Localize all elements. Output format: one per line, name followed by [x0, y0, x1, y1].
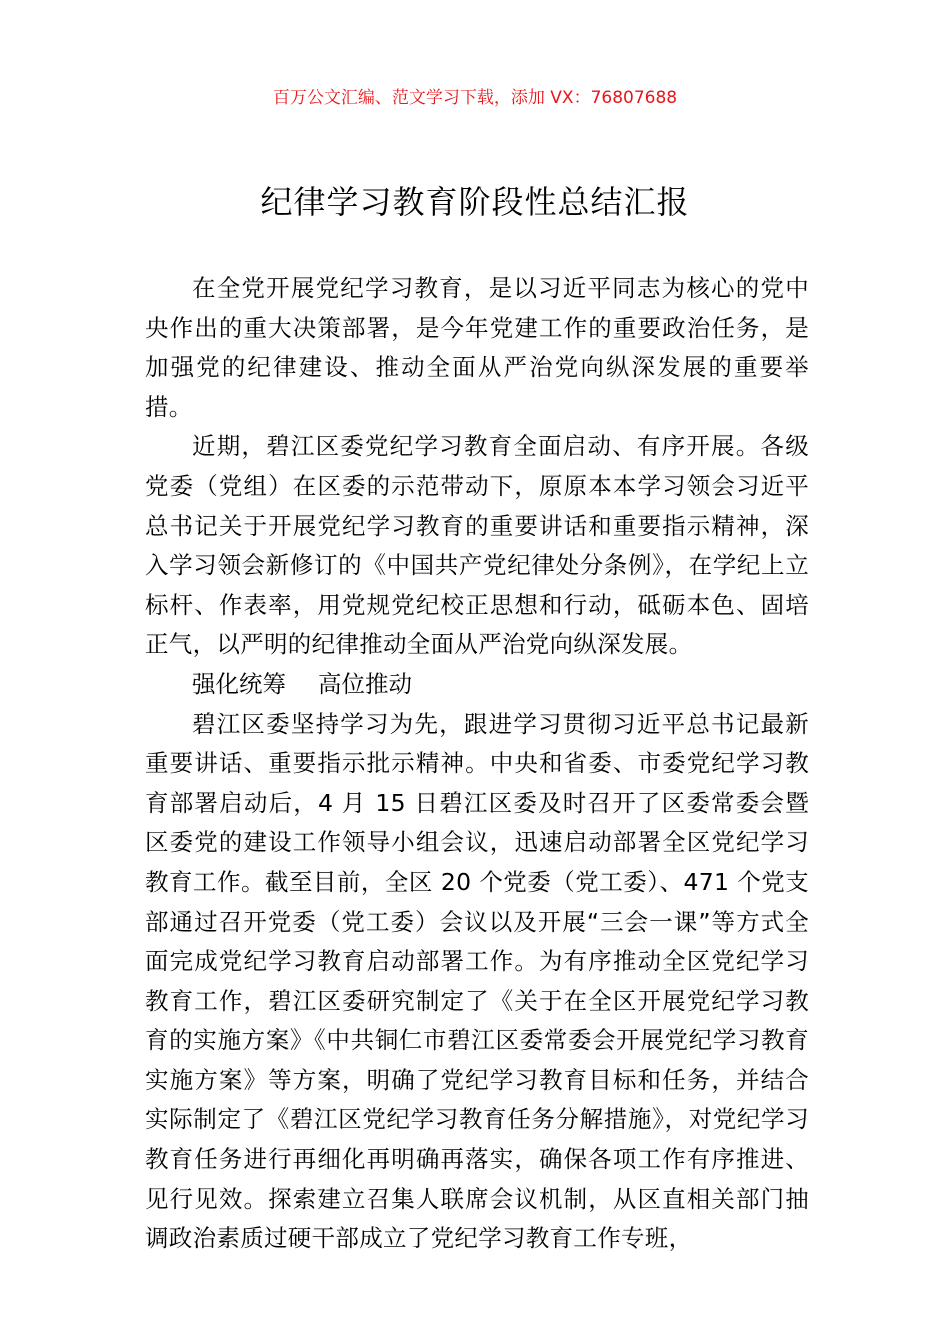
intro-paragraph: 在全党开展党纪学习教育，是以习近平同志为核心的党中央作出的重大决策部署，是今年党建工作的重要政治任务，是加强党的纪律建设、推动全面从严治党向纵深发展的重要举措。: [145, 274, 809, 421]
section-heading: [145, 665, 809, 705]
progress-paragraph: 近期，碧江区委党纪学习教育全面启动、有序开展。各级党委（党组）在区委的示范带动下，原原本本学习领会习近平总书记关于开展党纪学习教育的重要讲话和重要指示精神，深入学习领会新修订的《中国共产党纪律处分条例》，在学纪上立标杆、作表率，用党规党纪校正思想和行动，砥砺本色、固培正气，以严明的纪律推动全面从严治党向纵深发展。: [145, 432, 809, 659]
section-heading-part1: 强化统筹: [192, 669, 286, 698]
section-heading-part2: 高位推动: [318, 669, 412, 698]
section-paragraph: 碧江区委坚持学习为先，跟进学习贯彻习近平总书记最新重要讲话、重要指示批示精神。中央和省委、市委党纪学习教育部署启动后，4 月 15 日碧江区委及时召开了区委常委会暨区委党的建设工作领导小组会议，迅速启动部署全区党纪学习教育工作。截至目前，全区 20 个党委（党工委）、471 个党支部通过召开党委（党工委）会议以及开展“三会一课”等方式全面完成党纪学习教育启动部署工作。为有序推动全区党纪学习教育工作，碧江区委研究制定了《关于在全区开展党纪学习教育的实施方案》《中共铜仁市碧江区委常委会开展党纪学习教育实施方案》等方案，明确了党纪学习教育目标和任务，并结合实际制定了《碧江区党纪学习教育任务分解措施》，对党纪学习教育任务进行再细化再明确再落实，确保各项工作有序推进、见行见效。探索建立召集人联席会议机制，从区直相关部门抽调政治素质过硬干部成立了党纪学习教育工作专班，: [145, 709, 809, 1253]
document-title: 纪律学习教育阶段性总结汇报: [260, 183, 690, 221]
document-body: [145, 269, 809, 1259]
watermark-banner: 百万公文汇编、范文学习下载，添加 VX：76807688: [272, 88, 678, 108]
